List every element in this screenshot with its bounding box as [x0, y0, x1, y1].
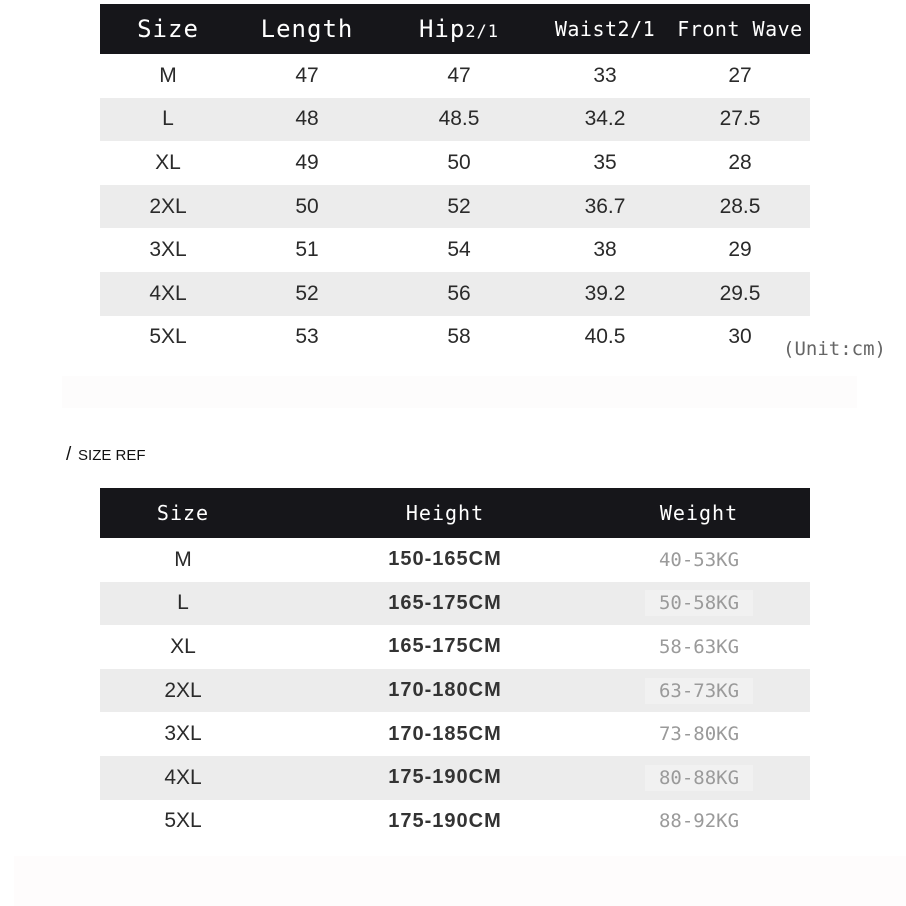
table-row [100, 625, 810, 669]
cell-front-wave: 28.5 [719, 194, 761, 218]
weight-value: 63-73KG [645, 678, 753, 704]
cell-height: 165-175CM [388, 635, 502, 658]
cell-size: L [177, 591, 189, 615]
table-row [100, 98, 810, 142]
cell-length: 50 [295, 194, 319, 218]
cell-height: 175-190CM [388, 809, 502, 832]
cell-front-wave: 28 [728, 150, 752, 174]
header-waist: Waist2/1 [554, 17, 656, 41]
cell-length: 52 [295, 281, 319, 305]
cell-size: 5XL [164, 809, 202, 833]
table-row [100, 272, 810, 316]
cell-length: 53 [295, 325, 319, 349]
cell-size: 2XL [164, 678, 202, 702]
cell-weight [624, 765, 774, 791]
cell-front-wave: 29 [728, 238, 752, 262]
cell-size: M [159, 63, 177, 87]
weight-value: 50-58KG [645, 590, 753, 616]
cell-waist: 33 [593, 63, 617, 87]
cell-hip: 54 [447, 238, 471, 262]
cell-hip: 47 [447, 63, 471, 87]
cell-hip: 58 [447, 325, 471, 349]
table-row [100, 185, 810, 229]
cell-weight [624, 547, 774, 573]
table-row [100, 582, 810, 626]
unit-note: (Unit:cm) [783, 338, 886, 360]
cell-weight [624, 590, 774, 616]
cell-height: 175-190CM [388, 766, 502, 789]
cell-front-wave: 30 [728, 325, 752, 349]
table-row [100, 756, 810, 800]
header-height: Height [405, 501, 485, 525]
header-size: Size [156, 501, 210, 525]
cell-weight [624, 634, 774, 660]
size-ref-label: SIZE REF [78, 447, 146, 464]
weight-value: 80-88KG [645, 765, 753, 791]
table-row [100, 141, 810, 185]
cell-waist: 39.2 [584, 281, 626, 305]
cell-waist: 34.2 [584, 107, 626, 131]
cell-weight [624, 808, 774, 834]
cell-size: 3XL [164, 722, 202, 746]
cell-weight [624, 721, 774, 747]
cell-length: 49 [295, 150, 319, 174]
header-weight: Weight [659, 501, 739, 525]
bottom-band [14, 856, 906, 906]
weight-value: 73-80KG [645, 721, 753, 747]
table-row [100, 538, 810, 582]
header-size: Size [137, 15, 199, 43]
cell-size: M [174, 547, 192, 571]
cell-height: 170-185CM [388, 722, 502, 745]
cell-length: 51 [295, 238, 319, 262]
table-row [100, 228, 810, 272]
cell-weight [624, 678, 774, 704]
measurement-table [100, 4, 810, 359]
cell-length: 47 [295, 63, 319, 87]
cell-waist: 40.5 [584, 325, 626, 349]
cell-hip: 56 [447, 281, 471, 305]
size-reference-header [100, 488, 810, 538]
cell-front-wave: 27 [728, 63, 752, 87]
table-row [100, 800, 810, 844]
table-row [100, 54, 810, 98]
header-hip-fraction: 2/1 [465, 22, 500, 42]
cell-size: 4XL [149, 281, 187, 305]
weight-value: 58-63KG [645, 634, 753, 660]
cell-front-wave: 27.5 [719, 107, 761, 131]
cell-length: 48 [295, 107, 319, 131]
cell-size: XL [155, 150, 181, 174]
table-row [100, 316, 810, 360]
weight-value: 88-92KG [645, 808, 753, 834]
table-row [100, 712, 810, 756]
size-reference-table [100, 488, 810, 843]
header-front-wave: Front Wave [677, 17, 803, 41]
cell-waist: 36.7 [584, 194, 626, 218]
header-hip-label: Hip [418, 15, 466, 43]
cell-size: 2XL [149, 194, 187, 218]
cell-size: 3XL [149, 238, 187, 262]
header-hip [378, 15, 540, 43]
header-length: Length [260, 15, 354, 43]
cell-height: 170-180CM [388, 679, 502, 702]
cell-front-wave: 29.5 [719, 281, 761, 305]
size-ref-heading [66, 444, 146, 466]
cell-size: 4XL [164, 765, 202, 789]
cell-size: 5XL [149, 325, 187, 349]
cell-hip: 48.5 [438, 107, 480, 131]
table-row [100, 669, 810, 713]
weight-value: 40-53KG [645, 547, 753, 573]
cell-hip: 52 [447, 194, 471, 218]
cell-hip: 50 [447, 150, 471, 174]
cell-size: XL [170, 634, 196, 658]
cell-size: L [162, 107, 174, 131]
measurement-table-header [100, 4, 810, 54]
divider-band [62, 376, 857, 408]
cell-height: 165-175CM [388, 591, 502, 614]
size-ref-slash: / [66, 444, 72, 465]
cell-waist: 35 [593, 150, 617, 174]
cell-waist: 38 [593, 238, 617, 262]
cell-height: 150-165CM [388, 548, 502, 571]
